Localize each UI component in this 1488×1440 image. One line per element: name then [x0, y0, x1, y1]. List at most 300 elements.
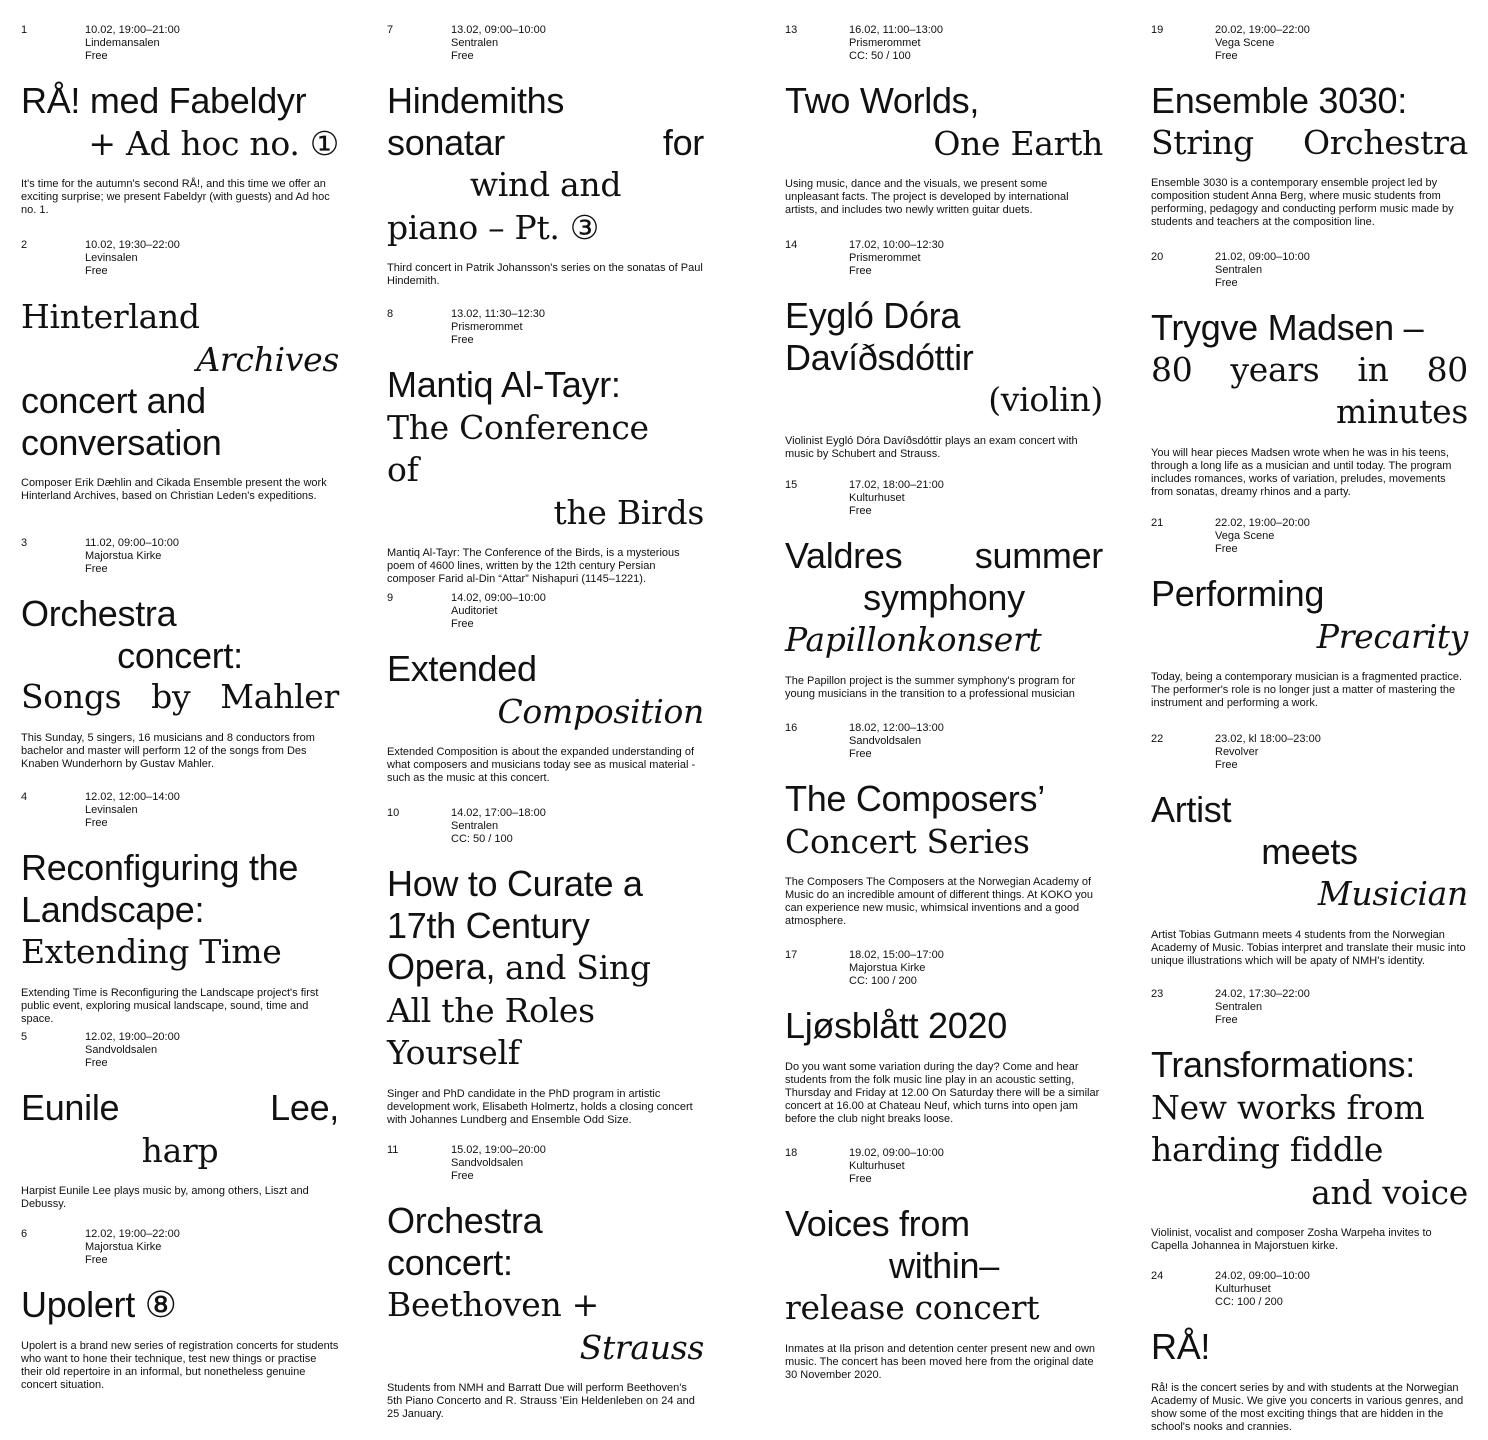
title-line	[785, 618, 1103, 661]
event-title	[387, 1200, 704, 1368]
event-date: 22.02, 19:00–20:00	[1215, 517, 1310, 529]
event-capacity: Free	[1215, 50, 1238, 62]
event-date: 12.02, 12:00–14:00	[85, 791, 180, 803]
event-capacity: CC: 100 / 200	[1215, 1296, 1283, 1308]
title-text: Ensemble 3030:	[1151, 80, 1407, 121]
title-text: in	[1357, 349, 1389, 389]
title-text: Orchestra	[387, 1200, 543, 1241]
event-item	[21, 537, 339, 771]
event-item	[387, 807, 704, 1127]
event-item	[785, 949, 1103, 1126]
event-number: 7	[387, 24, 394, 36]
title-text: Ljøsblått 2020	[785, 1005, 1007, 1046]
program-column-2	[387, 0, 704, 1440]
event-item	[1151, 988, 1468, 1253]
event-date: 18.02, 12:00–13:00	[849, 722, 944, 734]
event-item	[785, 479, 1103, 701]
title-text: New works from	[1151, 1087, 1425, 1127]
title-line	[785, 1245, 1103, 1287]
event-date: 10.02, 19:00–21:00	[85, 24, 180, 36]
event-meta	[21, 1228, 339, 1268]
title-text: piano – Pt. ③	[387, 207, 600, 247]
title-text: Landscape:	[21, 888, 205, 930]
event-info	[849, 722, 944, 761]
title-text: meets	[1261, 830, 1358, 872]
title-text: symphony	[863, 576, 1025, 618]
event-venue: Kulturhuset	[849, 1160, 905, 1172]
title-line	[1151, 307, 1468, 349]
title-line	[387, 1326, 704, 1369]
title-text: How to Curate a	[387, 863, 643, 904]
event-title	[21, 593, 339, 718]
title-line	[785, 1203, 1103, 1245]
title-text: Papillonkonsert	[785, 620, 1042, 659]
title-text: + Ad hoc no. ①	[88, 123, 339, 163]
event-number: 22	[1151, 733, 1164, 745]
event-description: Mantiq Al-Tayr: The Conference of the Birds, is a mysterious poem of 4600 lines, written by the 12th century Persian composer Farid al-Din “Attar” Nishapuri (1145–1221).	[387, 547, 680, 585]
title-text: years	[1230, 349, 1320, 389]
title-line	[387, 122, 704, 164]
title-text: Eunile	[21, 1087, 120, 1128]
event-venue: Vega Scene	[1215, 530, 1275, 542]
event-info	[1215, 517, 1310, 556]
event-capacity: Free	[85, 817, 108, 829]
event-meta	[387, 807, 704, 847]
event-venue: Vega Scene	[1215, 37, 1275, 49]
event-capacity: Free	[85, 1254, 108, 1266]
event-description: Composer Erik Dæhlin and Cikada Ensemble present the work Hinterland Archives, based on Christian Leden's expeditions.	[21, 477, 327, 502]
event-item	[1151, 733, 1468, 968]
event-info	[85, 1228, 180, 1267]
event-meta	[785, 722, 1103, 762]
event-capacity: Free	[1215, 1014, 1238, 1026]
title-line	[21, 593, 339, 635]
event-meta	[1151, 733, 1468, 773]
event-venue: Prismerommet	[849, 252, 921, 264]
event-number: 16	[785, 722, 798, 734]
event-meta	[21, 24, 339, 64]
title-text: Transformations:	[1151, 1044, 1415, 1085]
title-line	[387, 1242, 704, 1284]
event-capacity: Free	[849, 265, 872, 277]
event-date: 21.02, 09:00–10:00	[1215, 251, 1310, 263]
event-number: 6	[21, 1228, 28, 1240]
title-text: Voices from	[785, 1203, 970, 1244]
event-number: 18	[785, 1147, 798, 1159]
event-meta	[21, 537, 339, 577]
title-line	[21, 338, 339, 381]
title-text: Extended	[387, 648, 537, 689]
event-date: 24.02, 09:00–10:00	[1215, 1270, 1310, 1282]
event-meta	[1151, 988, 1468, 1028]
title-line	[21, 1087, 339, 1129]
event-capacity: CC: 50 / 100	[849, 50, 911, 62]
event-item	[387, 308, 704, 586]
title-text: Concert Series	[785, 821, 1030, 861]
event-meta	[1151, 251, 1468, 291]
title-line	[785, 535, 1103, 577]
event-venue: Sentralen	[1215, 264, 1263, 276]
event-venue: Majorstua Kirke	[849, 962, 926, 974]
event-date: 10.02, 19:30–22:00	[85, 239, 180, 251]
title-line	[1151, 1326, 1468, 1368]
event-venue: Sentralen	[451, 820, 499, 832]
event-number: 14	[785, 239, 798, 251]
event-capacity: Free	[85, 1057, 108, 1069]
title-text: String	[1151, 122, 1254, 162]
title-line	[1151, 390, 1468, 433]
event-info	[451, 308, 545, 347]
title-line	[1151, 1044, 1468, 1086]
event-venue: Sandvoldsalen	[85, 1044, 158, 1056]
event-date: 19.02, 09:00–10:00	[849, 1147, 944, 1159]
event-info	[85, 24, 180, 63]
title-line	[21, 380, 339, 422]
title-line	[785, 778, 1103, 820]
title-line	[387, 1031, 704, 1074]
title-text: Orchestra	[21, 593, 177, 634]
title-text: and voice	[1311, 1172, 1468, 1212]
title-text: The Composers’	[785, 778, 1045, 819]
title-line	[1151, 831, 1468, 873]
title-text: summer	[974, 535, 1103, 576]
title-text: concert and	[21, 380, 206, 421]
title-text: Lee,	[270, 1087, 339, 1128]
event-capacity: Free	[849, 748, 872, 760]
event-number: 24	[1151, 1270, 1164, 1282]
title-line	[387, 448, 704, 491]
event-description: You will hear pieces Madsen wrote when he was in his teens, through a long life as a musician and until today. The program includes romances, works of variation, preludes, movements from sonatas, dreamy rhinos and a party.	[1151, 446, 1452, 498]
event-info	[849, 239, 944, 278]
event-info	[1215, 1270, 1310, 1309]
event-meta	[785, 24, 1103, 64]
title-line	[1151, 1128, 1468, 1171]
event-meta	[387, 24, 704, 64]
event-description: Artist Tobias Gutmann meets 4 students from the Norwegian Academy of Music. Tobias interpret and translate their music into unique illustrations which will be apaty of NMH's identity.	[1151, 928, 1466, 967]
event-number: 13	[785, 24, 798, 36]
event-number: 9	[387, 592, 394, 604]
event-description: Using music, dance and the visuals, we present some unpleasant facts. The project is developed by international artists, and includes two newly written guitar duets.	[785, 178, 1069, 216]
event-item	[785, 24, 1103, 217]
event-title	[785, 295, 1103, 421]
event-meta	[387, 308, 704, 348]
event-date: 13.02, 09:00–10:00	[451, 24, 546, 36]
event-item	[21, 791, 339, 1026]
title-text: harding fiddle	[1151, 1130, 1384, 1169]
title-text: by	[151, 677, 191, 716]
event-description: Violinist Eygló Dóra Davíðsdóttir plays an exam concert with music by Schubert and Strauss.	[785, 434, 1078, 460]
title-text: Mantiq Al-Tayr:	[387, 364, 621, 405]
event-description: Extended Composition is about the expanded understanding of what composers and musicians today see as musical material - such as the music at this concert.	[387, 746, 696, 784]
event-item	[1151, 251, 1468, 499]
event-description: Rå! is the concert series by and with students at the Norwegian Academy of Music. We give you concerts in various genres, and show some of the most exciting things that are hidden in the school's nooks and crannies.	[1151, 1381, 1464, 1433]
title-line	[21, 80, 339, 122]
event-meta	[387, 592, 704, 632]
title-line	[21, 847, 339, 889]
title-text: Reconfiguring the	[21, 847, 299, 888]
event-info	[1215, 251, 1310, 290]
event-info	[85, 537, 179, 576]
title-line	[21, 122, 339, 165]
event-venue: Kulturhuset	[849, 492, 905, 504]
title-line	[1151, 1086, 1468, 1129]
title-text: Composition	[497, 691, 704, 731]
event-capacity: CC: 100 / 200	[849, 975, 917, 987]
event-item	[387, 592, 704, 785]
event-meta	[387, 1144, 704, 1184]
event-description: Violinist, vocalist and composer Zosha Warpeha invites to Capella Johannea in Majorstuen kirke.	[1151, 1227, 1432, 1252]
event-title	[1151, 1044, 1468, 1213]
title-line	[785, 80, 1103, 122]
event-description: It's time for the autumn's second RÅ!, and this time we offer an exciting surprise; we present Fabeldyr (with guests) and Ad hoc no. 1.	[21, 178, 330, 216]
title-text: Two Worlds,	[785, 80, 980, 121]
event-title	[785, 778, 1103, 862]
title-text: of	[387, 450, 419, 489]
event-date: 16.02, 11:00–13:00	[849, 24, 943, 36]
event-venue: Sentralen	[1215, 1001, 1263, 1013]
event-item	[785, 1147, 1103, 1382]
title-line	[785, 337, 1103, 379]
title-text: Valdres	[785, 535, 903, 576]
title-line	[1151, 80, 1468, 122]
title-text: Performing	[1151, 573, 1325, 614]
event-title	[21, 847, 339, 973]
title-text: the Birds	[553, 492, 704, 532]
event-description: Inmates at Ila prison and detention center present new and own music. The concert has been moved here from the original date 30 November 2020.	[785, 1342, 1096, 1381]
title-text: Songs	[21, 677, 122, 716]
event-description: The Papillon project is the summer symphony's program for young musicians in the transition to a professional musician	[785, 674, 1076, 700]
title-line	[21, 1284, 339, 1326]
title-text: Orchestra	[1302, 122, 1468, 162]
event-number: 15	[785, 479, 798, 491]
title-text: Extending Time	[21, 932, 282, 971]
event-meta	[1151, 1270, 1468, 1310]
title-line	[387, 946, 704, 989]
event-venue: Levinsalen	[85, 252, 138, 264]
title-line	[387, 163, 704, 206]
title-line	[1151, 615, 1468, 658]
event-capacity: Free	[85, 563, 108, 575]
event-item	[21, 1228, 339, 1392]
title-line	[387, 989, 704, 1032]
title-text: Artist	[1151, 789, 1232, 830]
title-text: wind and	[469, 165, 622, 204]
title-line	[785, 1286, 1103, 1329]
title-line	[785, 577, 1103, 619]
title-line	[785, 1005, 1103, 1047]
title-text: Hinterland	[21, 297, 200, 336]
event-title	[785, 80, 1103, 164]
event-date: 17.02, 10:00–12:30	[849, 239, 944, 251]
event-item	[21, 239, 339, 503]
title-text: harp	[141, 1130, 219, 1170]
event-venue: Majorstua Kirke	[85, 550, 162, 562]
event-date: 23.02, kl 18:00–23:00	[1215, 733, 1321, 745]
event-title	[785, 1203, 1103, 1329]
title-line	[387, 1200, 704, 1242]
event-capacity: Free	[85, 50, 108, 62]
event-date: 24.02, 17:30–22:00	[1215, 988, 1310, 1000]
event-info	[451, 592, 546, 631]
event-venue: Sandvoldsalen	[849, 735, 922, 747]
title-text: Trygve Madsen –	[1151, 307, 1424, 348]
title-text: Upolert ⑧	[21, 1284, 177, 1325]
title-line	[387, 863, 704, 905]
title-text: RÅ!	[1151, 1326, 1211, 1367]
title-line	[21, 930, 339, 973]
event-number: 3	[21, 537, 28, 549]
event-number: 1	[21, 24, 28, 36]
event-meta	[21, 1031, 339, 1071]
event-date: 15.02, 19:00–20:00	[451, 1144, 546, 1156]
event-number: 23	[1151, 988, 1164, 1000]
title-text: Strauss	[579, 1327, 704, 1367]
title-line	[387, 80, 704, 122]
title-text: Hindemiths	[387, 80, 565, 121]
event-info	[1215, 24, 1310, 63]
event-title	[1151, 1326, 1468, 1368]
event-venue: Prismerommet	[849, 37, 921, 49]
event-date: 12.02, 19:00–22:00	[85, 1228, 180, 1240]
event-info	[849, 479, 944, 518]
event-capacity: Free	[451, 50, 474, 62]
event-date: 14.02, 17:00–18:00	[451, 807, 546, 819]
event-item	[21, 24, 339, 217]
title-text: RÅ! med Fabeldyr	[21, 80, 307, 121]
title-text: release concert	[785, 1288, 1040, 1327]
event-date: 11.02, 09:00–10:00	[85, 537, 179, 549]
title-line	[387, 905, 704, 947]
event-info	[849, 24, 943, 63]
event-title	[21, 295, 339, 463]
event-venue: Lindemansalen	[85, 37, 160, 49]
event-title	[785, 1005, 1103, 1047]
title-text: One Earth	[933, 123, 1103, 163]
event-description: Upolert is a brand new series of registration concerts for students who want to hone their technique, test new things or practise their old repertoire in an informal, but nonetheless genuine concert situation.	[21, 1339, 339, 1391]
title-text: for	[662, 121, 704, 163]
title-line	[785, 820, 1103, 863]
event-info	[1215, 988, 1310, 1027]
title-text: conversation	[21, 421, 222, 463]
event-description: Singer and PhD candidate in the PhD program in artistic development work, Elisabeth Holmertz, holds a closing concert with Johannes Lundberg and Ensemble Odd Size.	[387, 1087, 693, 1126]
event-number: 19	[1151, 24, 1164, 36]
title-text: concert:	[117, 634, 243, 676]
event-meta	[21, 791, 339, 831]
program-column-3	[785, 0, 1103, 1440]
event-title	[387, 863, 704, 1074]
event-capacity: Free	[1215, 543, 1238, 555]
event-item	[785, 722, 1103, 928]
program-column-4	[1151, 0, 1468, 1440]
title-line	[387, 206, 704, 249]
title-text: Archives	[196, 339, 339, 379]
title-text: (violin)	[988, 380, 1103, 419]
title-text: All the Roles	[387, 990, 595, 1030]
event-date: 13.02, 11:30–12:30	[451, 308, 545, 320]
title-line	[1151, 122, 1468, 164]
event-number: 5	[21, 1031, 28, 1043]
event-meta	[785, 479, 1103, 519]
event-venue: Kulturhuset	[1215, 1283, 1271, 1295]
event-info	[451, 24, 546, 63]
event-capacity: CC: 50 / 100	[451, 833, 513, 845]
event-number: 11	[387, 1144, 399, 1156]
title-text: concert:	[387, 1241, 513, 1283]
event-description: The Composers The Composers at the Norwegian Academy of Music do an incredible amount of different things. At KOKO you can experience new music, whimsical inventions and a good atmosphere.	[785, 876, 1093, 927]
event-item	[1151, 1270, 1468, 1434]
title-line	[387, 690, 704, 733]
title-text: 80	[1151, 349, 1193, 389]
event-title	[1151, 573, 1468, 657]
title-line	[21, 422, 339, 464]
event-capacity: Free	[849, 505, 872, 517]
event-venue: Prismerommet	[451, 321, 523, 333]
event-info	[85, 1031, 180, 1070]
event-description: This Sunday, 5 singers, 16 musicians and 8 conductors from bachelor and master will perform 12 of the songs from Des Knaben Wunderhorn by Gustav Mahler.	[21, 731, 315, 770]
title-text: Opera,	[387, 946, 505, 987]
event-item	[387, 1144, 704, 1421]
event-capacity: Free	[849, 1173, 872, 1185]
event-capacity: Free	[85, 265, 108, 277]
title-text: Yourself	[387, 1033, 520, 1072]
event-number: 2	[21, 239, 28, 251]
event-number: 20	[1151, 251, 1164, 263]
title-line	[21, 676, 339, 718]
event-venue: Auditoriet	[451, 605, 498, 617]
event-title	[387, 364, 704, 533]
event-venue: Sandvoldsalen	[451, 1157, 524, 1169]
title-line	[785, 378, 1103, 421]
event-title	[1151, 307, 1468, 433]
title-text: Eygló Dóra	[785, 295, 961, 336]
event-venue: Revolver	[1215, 746, 1259, 758]
title-line	[1151, 349, 1468, 391]
title-line	[387, 406, 704, 449]
title-text: 17th Century	[387, 904, 590, 946]
event-title	[1151, 80, 1468, 163]
event-info	[1215, 733, 1321, 772]
event-number: 4	[21, 791, 28, 803]
title-text: Mahler	[220, 677, 339, 716]
title-line	[387, 491, 704, 534]
event-meta	[21, 239, 339, 279]
event-number: 17	[785, 949, 798, 961]
event-description: Harpist Eunile Lee plays music by, among others, Liszt and Debussy.	[21, 1185, 309, 1210]
event-description: Third concert in Patrik Johansson's series on the sonatas of Paul Hindemith.	[387, 262, 703, 287]
title-line	[785, 122, 1103, 165]
event-meta	[785, 949, 1103, 989]
program-column-1	[21, 0, 339, 1440]
event-item	[387, 24, 704, 288]
event-description: Ensemble 3030 is a contemporary ensemble project led by composition student Anna Berg, where music students from performing, pedagogy and conducting perform music made by students and teachers at the composition line.	[1151, 177, 1454, 228]
event-meta	[785, 1147, 1103, 1187]
event-info	[451, 807, 546, 846]
event-info	[849, 949, 944, 988]
title-text: minutes	[1336, 392, 1468, 431]
title-text: Musician	[1317, 874, 1468, 913]
event-item	[785, 239, 1103, 461]
event-number: 21	[1151, 517, 1164, 529]
event-date: 14.02, 09:00–10:00	[451, 592, 546, 604]
event-number: 10	[387, 807, 400, 819]
event-info	[85, 239, 180, 278]
event-title	[387, 648, 704, 732]
event-date: 20.02, 19:00–22:00	[1215, 24, 1310, 36]
title-text: within–	[889, 1244, 999, 1286]
title-line	[387, 1283, 704, 1326]
event-meta	[1151, 517, 1468, 557]
title-text: and Sing	[504, 948, 651, 987]
